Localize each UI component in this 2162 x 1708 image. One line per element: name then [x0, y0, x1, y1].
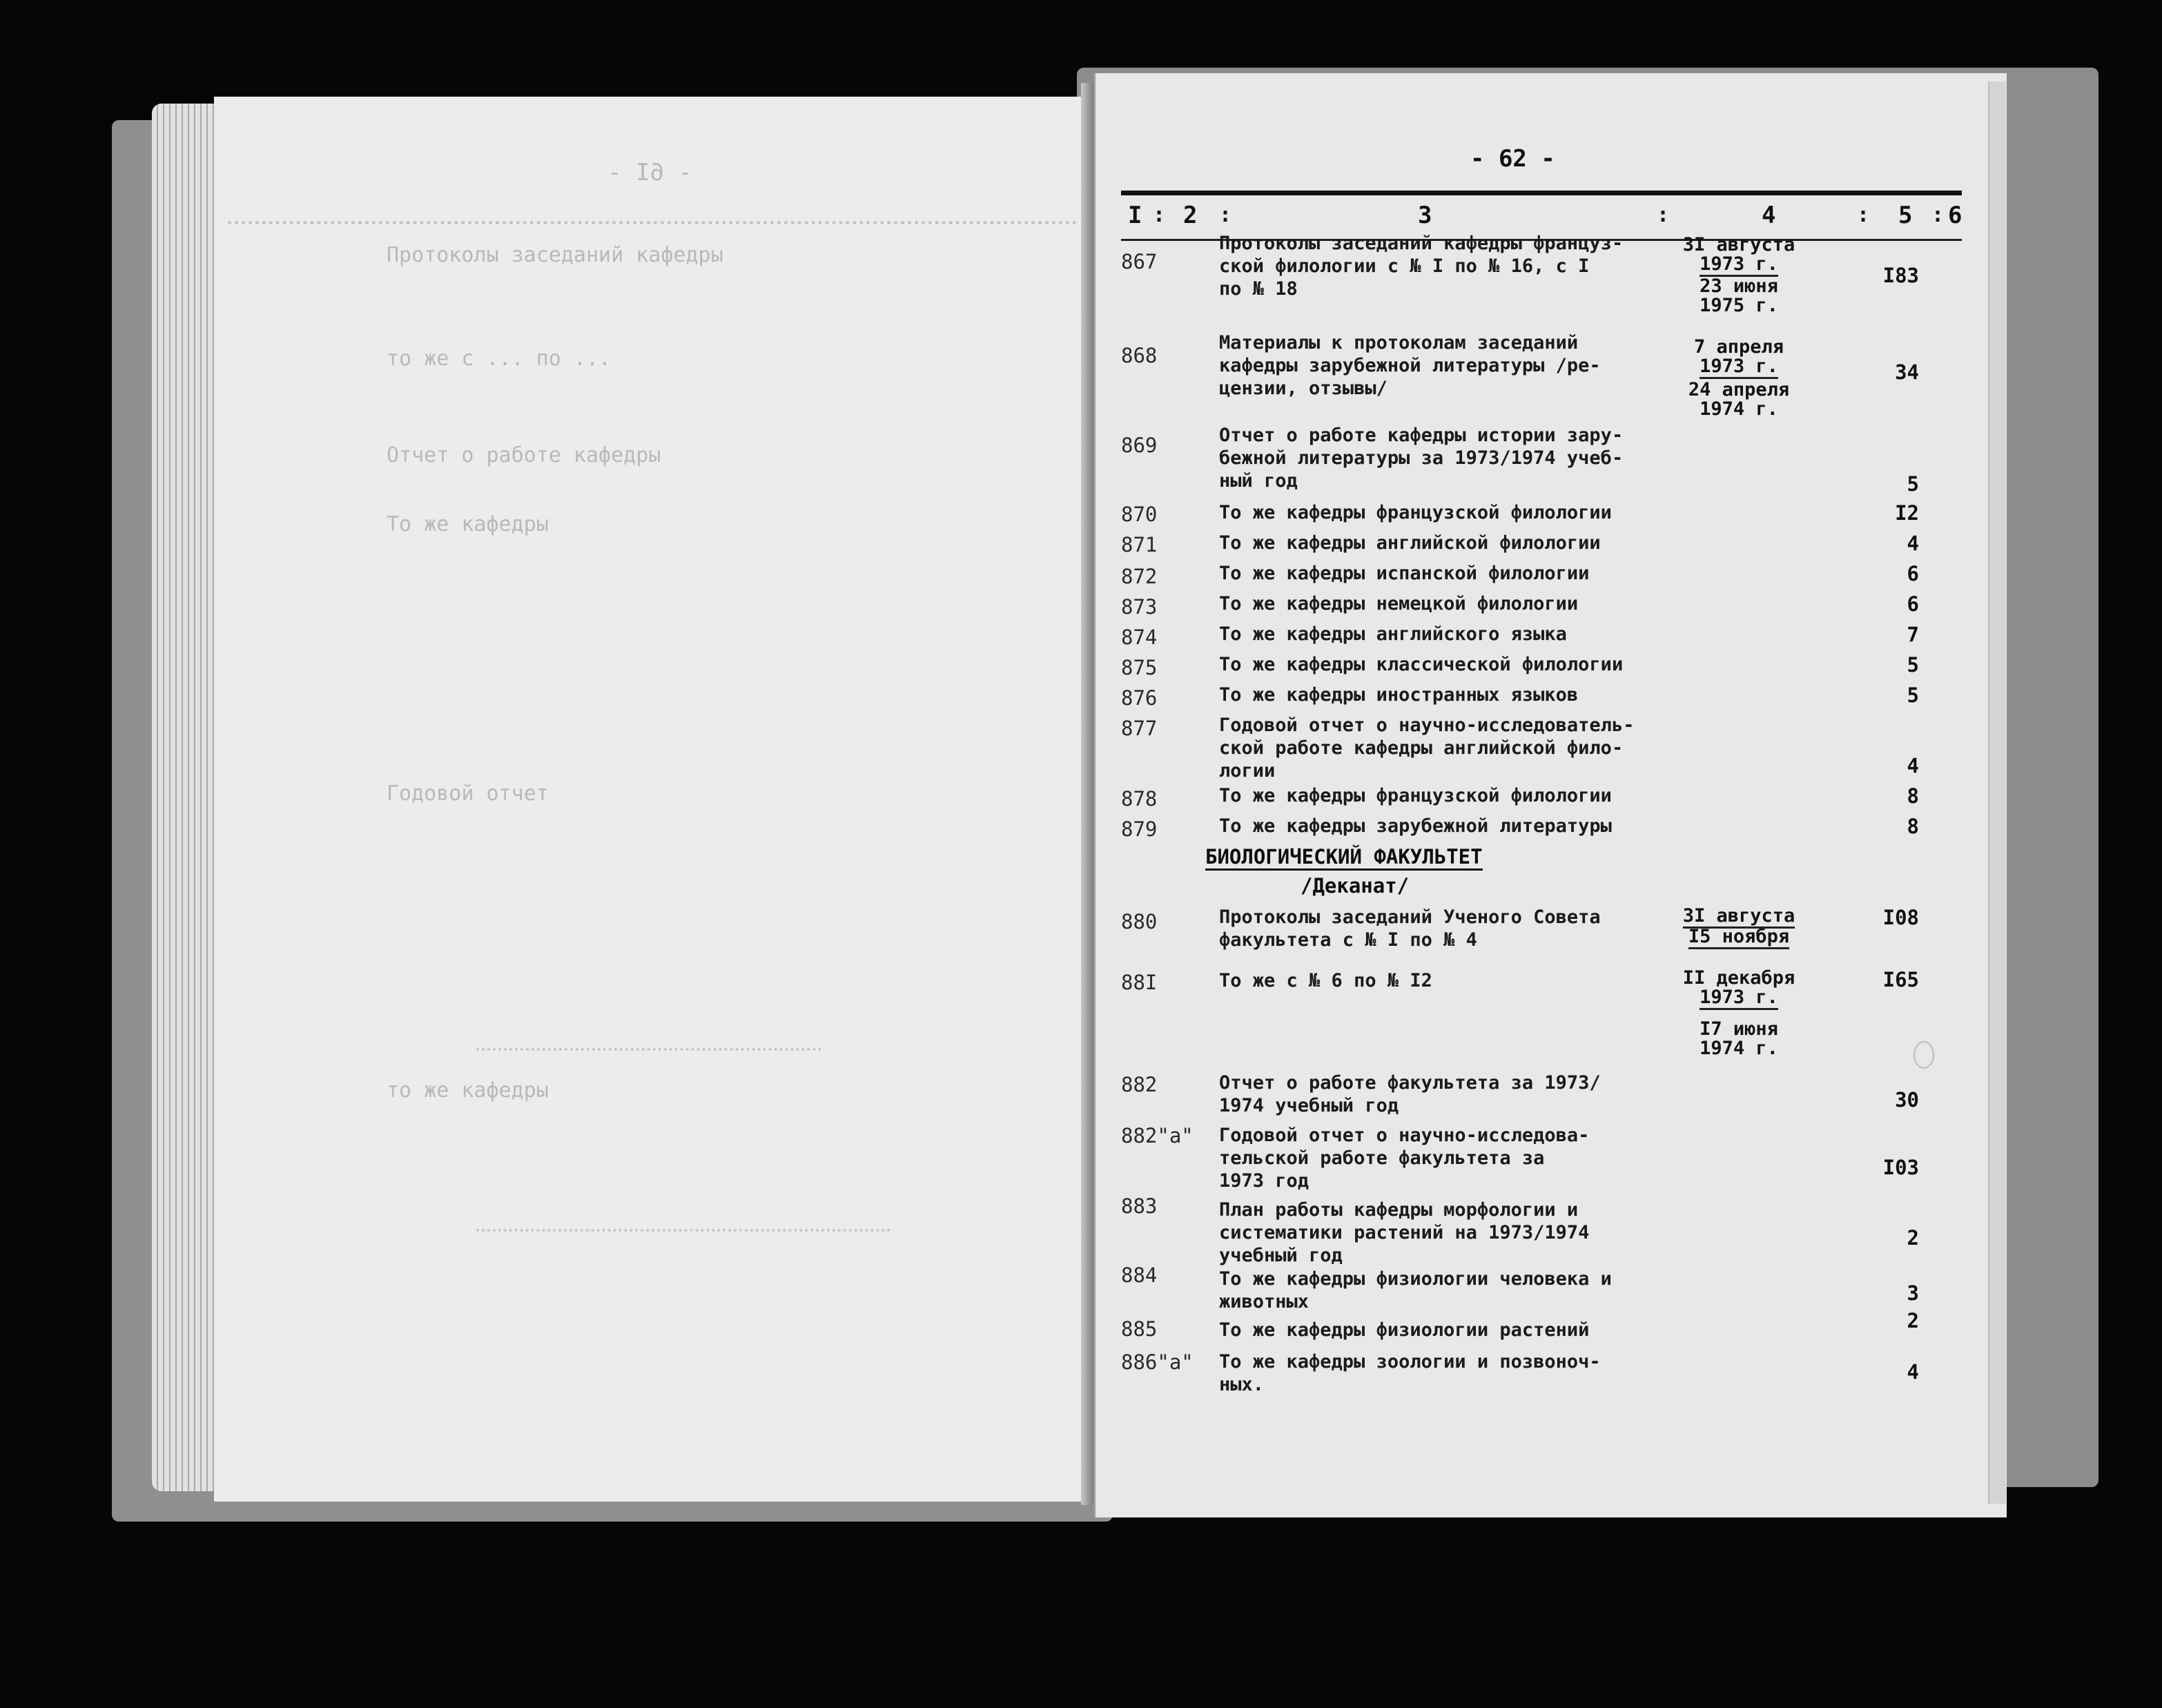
entry-text: ных.	[1219, 1374, 1265, 1395]
entry-text: ный год	[1219, 470, 1298, 492]
entry-date: 1973 г.	[1700, 254, 1778, 277]
entry-number: 885	[1121, 1317, 1158, 1341]
entry-date: I5 ноября	[1688, 926, 1789, 949]
entry-date: 23 июня	[1700, 275, 1778, 297]
entry-text: То же кафедры французской филологии	[1219, 502, 1612, 523]
entry-text: цензии, отзывы/	[1219, 378, 1387, 399]
open-book: - 6I - Протоколы заседаний кафедры то же с ... по ... Отчет о работе кафедры То же кафедры Годовой отчет то же кафедры - 62 - I : 2 : 3 : 4 : 5 : 6 867 Протоколы заседаний кафедры француз- ской филологии с № I по № 16, с I по № 18 3I августа 1973 г. 23 июня 1975 г. I83 868 Материалы к протоколам заседаний кафедры зарубежной литературы /ре- цензии, отзывы/ 7 апреля 1973 г. 24 апреля 1974 г. 34 869 Отчет о работе кафедры истории зару- бежной литературы за 1973/1974 учеб- ный год 5 870 То же кафедры французской филологии I2 871 То же кафедры английской филологии 4 872 То же кафедры испанской филологии 6 873 То же кафедры немецкой филологии 6 874 То же кафедры английского языка 7 875 То же кафедры классической филологии 5 876 То же кафедры иностранных языков 5 877 Годовой отчет о научно-исследователь- ской работе кафедры английской фило- логии 4 878 То же кафедры французской филологии 8 879 То же кафедры зарубежной литературы 8 БИОЛОГИЧЕСКИЙ ФАКУЛЬТЕТ /Деканат/ 880 Протоколы заседаний Ученого Совета факультета с № I по № 4 3I августа I5 ноября I08 88I То же с № 6 по № I2 II декабря 1973 г. I7 июня 1974 г. I65 882 Отчет о работе факультета за 1973/ 1974 учебный год 30 882"а" Годовой отчет о научно-исследова- тельской работе факультета за 1973 год I03 883 План работы кафедры морфологии и систематики растений на 1973/1974 учебный год 2 884 То же кафедры физиологии человека и животных 3 885 То же кафедры физиологии растений 2 886"а" То же кафедры зоологии и позвоноч- ных. 4	[0, 0, 2162, 1708]
entry-text: Материалы к протоколам заседаний	[1219, 332, 1579, 353]
entry-text: систематики растений на 1973/1974	[1219, 1222, 1590, 1243]
entry-quantity: 4	[1907, 1360, 1919, 1384]
entry-number: 875	[1121, 656, 1158, 679]
entry-text: кафедры зарубежной литературы /ре-	[1219, 355, 1601, 376]
entry-number: 867	[1121, 250, 1158, 273]
entry-text: Отчет о работе факультета за 1973/	[1219, 1072, 1601, 1094]
entry-text: бежной литературы за 1973/1974 учеб-	[1219, 447, 1624, 469]
entry-text: То же кафедры физиологии человека и	[1219, 1268, 1612, 1290]
entry-text: Протоколы заседаний кафедры француз-	[1219, 233, 1624, 254]
entry-number: 880	[1121, 910, 1158, 933]
entry-date: I7 июня	[1700, 1018, 1778, 1040]
entry-text: учебный год	[1219, 1245, 1343, 1266]
entry-quantity: 5	[1907, 653, 1919, 677]
entry-text: То же кафедры испанской филологии	[1219, 563, 1590, 584]
ghost-rule	[476, 1229, 890, 1232]
entry-quantity: 2	[1907, 1226, 1919, 1250]
entry-text: План работы кафедры морфологии и	[1219, 1199, 1579, 1221]
entry-text: То же кафедры английской филологии	[1219, 532, 1601, 554]
table-header-top-rule	[1121, 191, 1962, 195]
entry-quantity: I03	[1882, 1156, 1919, 1179]
entry-text: То же кафедры зарубежной литературы	[1219, 815, 1612, 837]
entry-text: То же кафедры физиологии растений	[1219, 1319, 1590, 1341]
entry-text: Годовой отчет о научно-исследователь-	[1219, 715, 1635, 736]
ghost-line: Годовой отчет	[387, 782, 549, 806]
entry-date: 1975 г.	[1700, 295, 1778, 316]
entry-text: ской работе кафедры английской фило-	[1219, 737, 1624, 759]
entry-quantity: 4	[1907, 532, 1919, 555]
entry-text: Отчет о работе кафедры истории зару-	[1219, 425, 1624, 446]
paper-mark	[1913, 1041, 1934, 1069]
column-header-4: 4	[1762, 202, 1776, 229]
ghost-line: то же с ... по ...	[387, 347, 612, 371]
entry-text: То же кафедры иностранных языков	[1219, 684, 1579, 706]
entry-number: 873	[1121, 595, 1158, 619]
entry-number: 870	[1121, 503, 1158, 526]
entry-quantity: 8	[1907, 784, 1919, 808]
entry-text: тельской работе факультета за	[1219, 1147, 1545, 1169]
entry-number: 879	[1121, 817, 1158, 841]
section-subtitle: /Деканат/	[1301, 874, 1410, 897]
entry-date: 3I августа	[1683, 906, 1795, 929]
entry-number: 882"а"	[1121, 1124, 1194, 1147]
entry-quantity: 8	[1907, 815, 1919, 838]
entry-quantity: 5	[1907, 683, 1919, 707]
ghost-line: то же кафедры	[387, 1078, 549, 1103]
column-header-6: 6	[1948, 202, 1963, 229]
entry-number: 876	[1121, 686, 1158, 710]
entry-quantity: 3	[1907, 1281, 1919, 1305]
entry-text: 1973 год	[1219, 1170, 1309, 1192]
entry-number: 88I	[1121, 971, 1158, 994]
entry-text: То же кафедры зоологии и позвоноч-	[1219, 1351, 1601, 1372]
entry-text: факультета с № I по № 4	[1219, 929, 1477, 951]
entry-quantity: 7	[1907, 623, 1919, 646]
entry-date: 3I августа	[1682, 234, 1795, 255]
entry-date: 1974 г.	[1700, 1038, 1778, 1059]
entry-quantity: I65	[1882, 968, 1919, 991]
left-page-number: - 6I -	[607, 159, 692, 186]
entry-quantity: 34	[1895, 360, 1919, 384]
entry-quantity: I08	[1882, 906, 1919, 929]
entry-quantity: I2	[1895, 501, 1919, 525]
entry-quantity: 6	[1907, 592, 1919, 616]
entry-number: 869	[1121, 434, 1158, 457]
entry-number: 872	[1121, 565, 1158, 588]
entry-date: 1973 г.	[1700, 356, 1778, 379]
entry-date: 7 апреля	[1693, 336, 1784, 358]
entry-text: 1974 учебный год	[1219, 1095, 1399, 1116]
entry-text: Протоколы заседаний Ученого Совета	[1219, 906, 1601, 928]
page-number: - 62 -	[1470, 145, 1555, 173]
entry-text: То же кафедры классической филологии	[1219, 654, 1624, 675]
entry-quantity: 6	[1907, 562, 1919, 585]
entry-date: 1973 г.	[1700, 987, 1778, 1010]
entry-date: 24 апреля	[1688, 379, 1790, 400]
entry-text: по № 18	[1219, 278, 1298, 300]
column-header-1: I	[1128, 202, 1142, 229]
ghost-line: То же кафедры	[387, 512, 549, 536]
entry-quantity: 30	[1895, 1088, 1919, 1112]
left-page-header-rule	[228, 221, 1077, 224]
entry-number: 886"а"	[1121, 1350, 1194, 1374]
column-header-5: 5	[1898, 202, 1913, 229]
ghost-line: Протоколы заседаний кафедры	[387, 243, 723, 267]
entry-number: 874	[1121, 625, 1158, 649]
column-header-3: 3	[1418, 202, 1432, 229]
column-header-2: 2	[1183, 202, 1198, 229]
entry-text: животных	[1219, 1291, 1309, 1312]
section-title: БИОЛОГИЧЕСКИЙ ФАКУЛЬТЕТ	[1205, 845, 1483, 871]
entry-quantity: 5	[1907, 472, 1919, 496]
entry-number: 877	[1121, 717, 1158, 740]
entry-text: Годовой отчет о научно-исследова-	[1219, 1125, 1590, 1146]
entry-date: II декабря	[1682, 967, 1795, 989]
entry-date: 1974 г.	[1700, 398, 1778, 420]
entry-text: То же с № 6 по № I2	[1219, 970, 1432, 991]
ghost-line: Отчет о работе кафедры	[387, 443, 661, 467]
entry-number: 883	[1121, 1194, 1158, 1218]
entry-text: То же кафедры английского языка	[1219, 623, 1567, 645]
entry-text: То же кафедры немецкой филологии	[1219, 593, 1579, 614]
entry-number: 868	[1121, 344, 1158, 367]
entry-quantity: 4	[1907, 754, 1919, 777]
entry-number: 871	[1121, 533, 1158, 556]
entry-quantity: 2	[1907, 1309, 1919, 1332]
entry-text: То же кафедры французской филологии	[1219, 785, 1612, 806]
entry-number: 878	[1121, 787, 1158, 811]
entry-quantity: I83	[1882, 264, 1919, 287]
entry-number: 884	[1121, 1263, 1158, 1287]
entry-text: ской филологии с № I по № 16, с I	[1219, 255, 1590, 277]
ghost-rule	[476, 1048, 821, 1051]
entry-text: логии	[1219, 760, 1276, 782]
entry-number: 882	[1121, 1073, 1158, 1096]
